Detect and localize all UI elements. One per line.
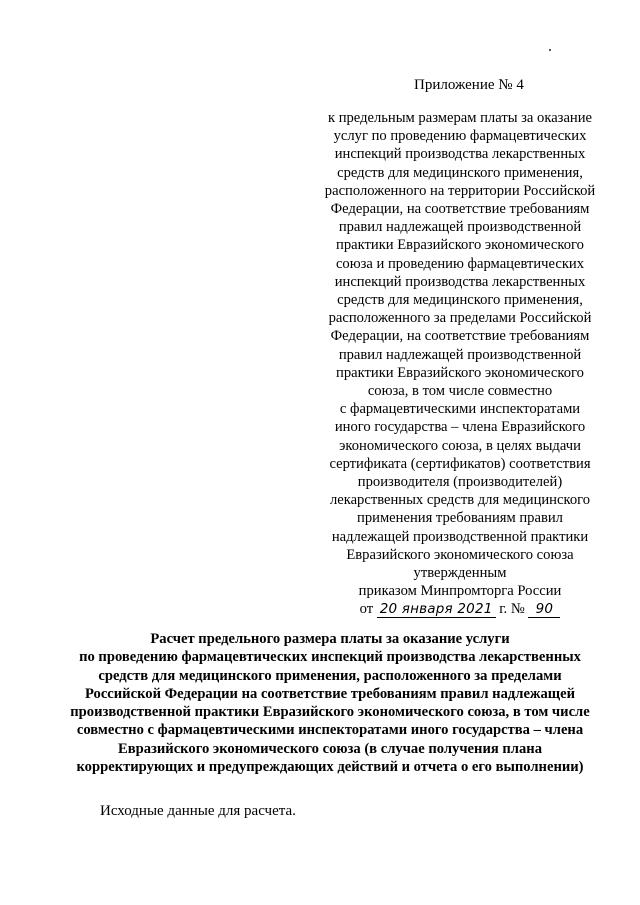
appendix-line: правил надлежащей производственной [338,346,582,363]
calculation-title-line: корректирующих и предупреждающих действий и отчета о его выполнении) [76,759,584,776]
calculation-title-line: совместно с фармацевтическими инспекторатами иного государства – члена [76,722,584,739]
order-reference [300,600,620,618]
appendix-line: расположенного за пределами Российской [328,310,592,327]
appendix-title: Приложение № 4 [414,77,524,93]
calculation-title-line: Российской Федерации на соответствие требованиям правил надлежащей [84,685,576,702]
appendix-line: инспекций производства лекарственных [334,146,586,163]
appendix-line: практики Евразийского экономического [336,364,584,381]
appendix-line: услуг по проведению фармацевтических [333,128,587,145]
appendix-line: экономического союза, в целях выдачи [339,437,581,454]
appendix-line: с фармацевтическими инспекторатами [339,401,581,418]
appendix-line: расположенного на территории Российской [324,182,596,199]
calculation-title [40,630,620,776]
handwritten-order-number: 90 [528,602,560,618]
calculation-title-line: производственной практики Евразийского экономического союза, в том числе [70,704,590,721]
appendix-line: надлежащей производственной практики [331,528,589,545]
order-number-label: г. № [499,601,525,618]
calculation-title-line: Евразийского экономического союза (в случае получения плана [118,740,542,757]
appendix-line: инспекций производства лекарственных [334,273,586,290]
appendix-line: приказом Минпромторга России [358,583,562,600]
handwritten-order-date: 20 января 2021 [377,602,496,618]
appendix-line: Евразийского экономического союза [346,546,574,563]
appendix-line: средств для медицинского применения, [337,292,583,309]
appendix-line: сертификата (сертификатов) соответствия [329,455,591,472]
calculation-title-line: Расчет предельного размера платы за оказание услуги [150,631,510,647]
appendix-line: производителя (производителей) [357,474,563,491]
appendix-line: иного государства – члена Евразийского [334,419,586,436]
appendix-line: лекарственных средств для медицинского [329,492,591,509]
appendix-line: союза и проведению фармацевтических [335,255,585,272]
scan-dot-mark [549,49,551,51]
appendix-caption [300,109,620,619]
appendix-line: средств для медицинского применения, [337,164,583,181]
appendix-line: применения требованиям правил [357,510,563,527]
calculation-title-line: по проведению фармацевтических инспекций производства лекарственных [79,649,581,666]
calculation-title-line: средств для медицинского применения, расположенного за пределами [98,667,562,684]
appendix-line: правил надлежащей производственной [338,219,582,236]
appendix-line: Федерации, на соответствие требованиям [330,201,590,218]
order-prefix: от [359,601,374,618]
appendix-line: Федерации, на соответствие требованиям [330,328,590,345]
source-data-label: Исходные данные для расчета. [100,803,296,819]
appendix-line: к предельным размерам платы за оказание [327,110,593,126]
appendix-line: практики Евразийского экономического [336,237,584,254]
appendix-line: союза, в том числе совместно [367,383,553,400]
appendix-line: утвержденным [413,565,507,582]
